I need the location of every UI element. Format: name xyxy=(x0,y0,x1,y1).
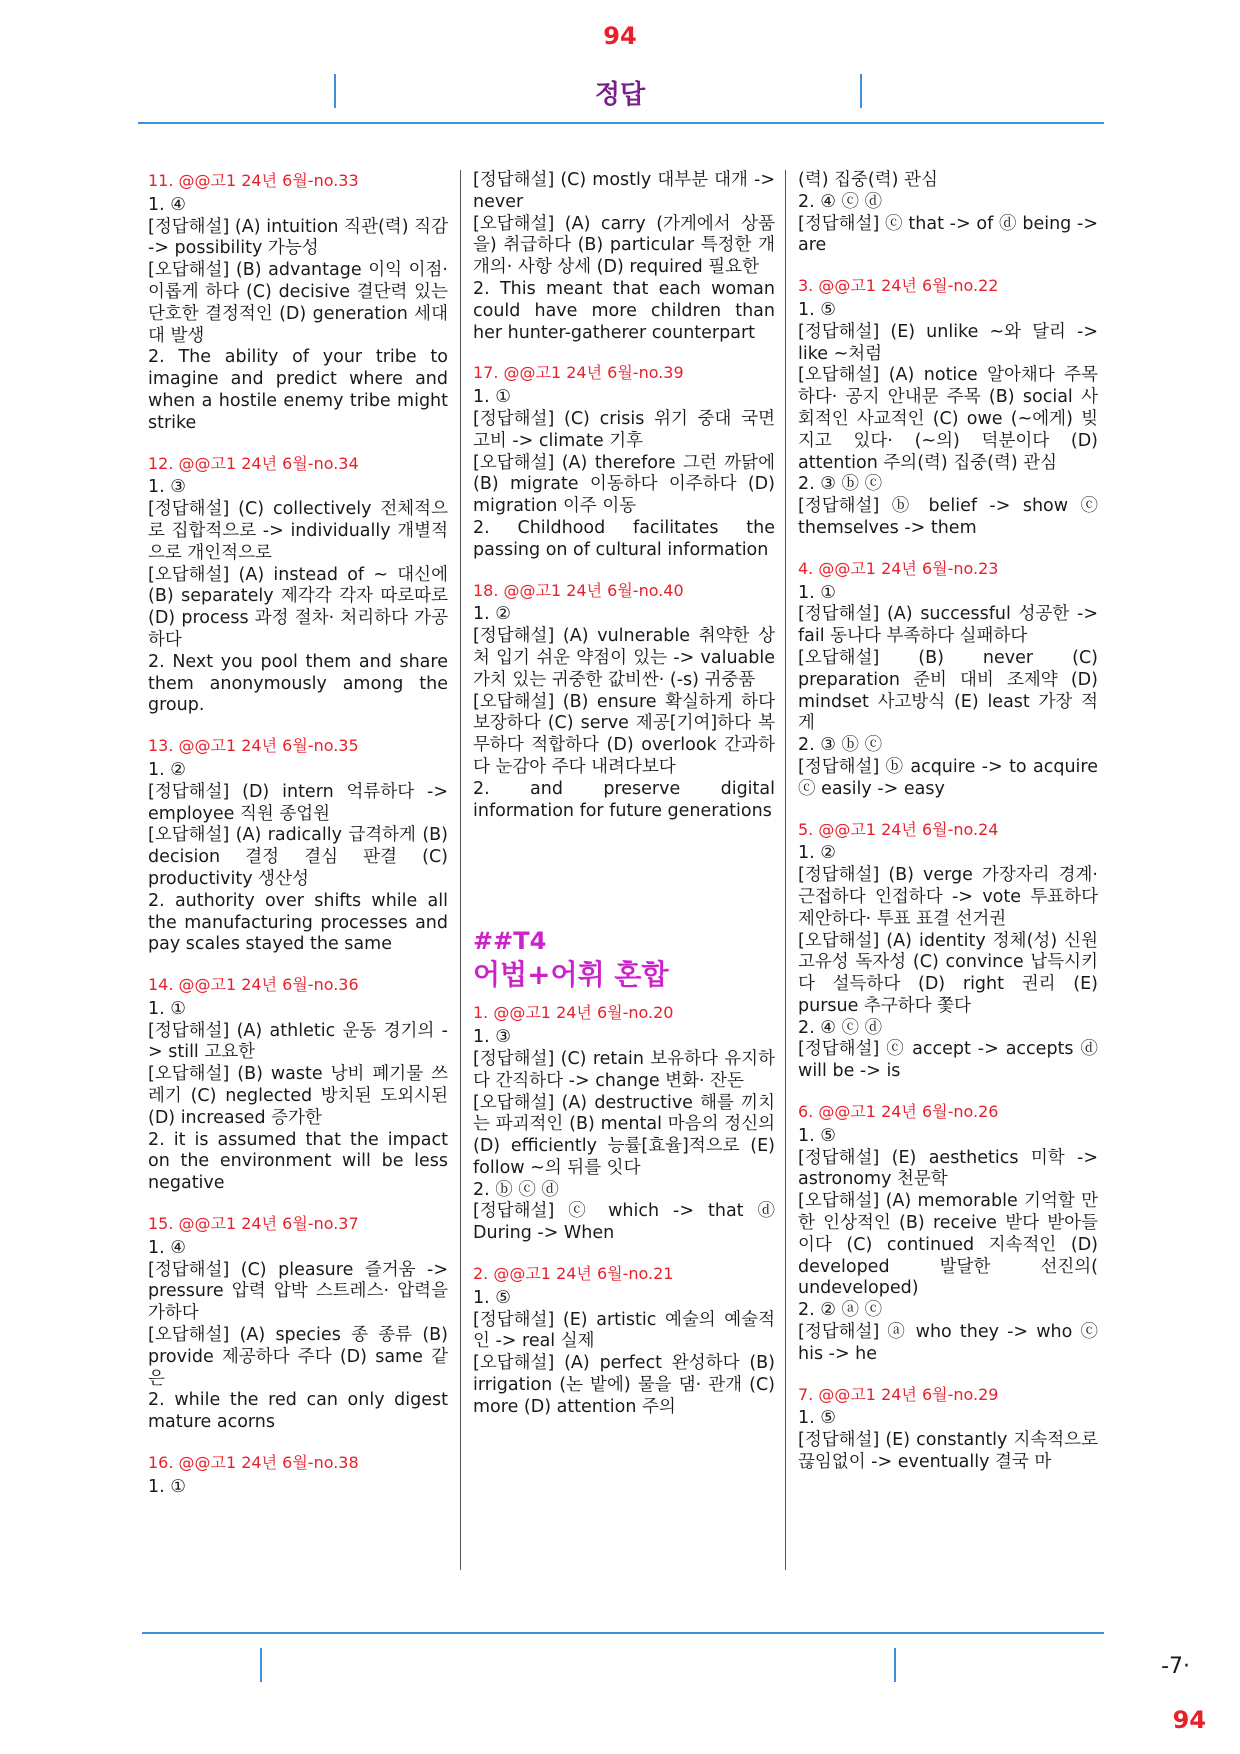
answer-line: [정답해설] ⓑ acquire -> to acquire ⓒ easily -> easy xyxy=(798,756,1098,799)
answer-line: [오답해설] (A) radically 급격하게 (B) decision 결정 결심 판결 (C) productivity 생산성 xyxy=(148,825,448,889)
answer-section xyxy=(798,819,1098,1084)
answer-line: 1. ① xyxy=(798,582,836,603)
answer-line: 1. ⑤ xyxy=(473,1287,511,1308)
column-divider xyxy=(460,170,461,1570)
page-number-bottom: 94 xyxy=(1172,1706,1206,1734)
question-source-heading: 3. @@고1 24년 6월-no.22 xyxy=(798,276,999,296)
answer-line: 1. ⑤ xyxy=(798,1408,836,1429)
answer-line: 1. ② xyxy=(473,604,511,625)
footer-left-bar xyxy=(260,1648,262,1682)
header-right-bar xyxy=(860,74,862,108)
answer-line: 2. ③ ⓑ ⓒ xyxy=(798,735,883,756)
answer-line: 2. ⓑ ⓒ ⓓ xyxy=(473,1179,559,1200)
answer-line: 1. ① xyxy=(148,1476,186,1497)
answer-section xyxy=(798,1101,1098,1366)
question-source-heading: 13. @@고1 24년 6월-no.35 xyxy=(148,736,359,756)
answer-section xyxy=(798,170,1098,257)
answer-line: [오답해설] (A) species 종 종류 (B) provide 제공하다 주다 (D) same 같은 xyxy=(148,1325,448,1389)
column-2-bottom xyxy=(473,1002,775,1418)
answer-line: [오답해설] (B) advantage 이익 이점· 이롭게 하다 (C) decisive 결단력 있는 단호한 결정적인 (D) generation 세대 대 발생 xyxy=(148,260,448,346)
question-source-heading: 12. @@고1 24년 6월-no.34 xyxy=(148,453,359,473)
page-number-top: 94 xyxy=(603,22,637,50)
answer-line: [정답해설] (A) athletic 운동 경기의 -> still 고요한 xyxy=(148,1020,448,1063)
question-source-heading: 16. @@고1 24년 6월-no.38 xyxy=(148,1453,359,1473)
answer-section xyxy=(148,735,448,956)
answer-line: [오답해설] (A) perfect 완성하다 (B) irrigation (논 밭에) 물을 댐· 관개 (C) more (D) attention 주의 xyxy=(473,1353,775,1417)
footer-rule xyxy=(142,1632,1104,1634)
answer-line: [오답해설] (A) therefore 그런 까닭에 (B) migrate 이동하다 이주하다 (D) migration 이주 이동 xyxy=(473,452,775,517)
answer-line: [오답해설] (A) notice 알아채다 주목하다· 공지 안내문 주목 (B) social 사회적인 사교적인 (C) owe (~에게) 빚지고 있다· (~의) 덕분이다 (D) attention 주의(력) 집중(력) 관심 xyxy=(798,365,1098,473)
answer-line: 2. ② ⓐ ⓒ xyxy=(798,1300,883,1321)
answer-line: [정답해설] (E) artistic 예술의 예술적인 -> real 실제 xyxy=(473,1309,775,1352)
answer-line: 2. ④ ⓒ ⓓ xyxy=(798,191,883,212)
answer-line: [오답해설] (A) destructive 해를 끼치는 파괴적인 (B) mental 마음의 정신의 (D) efficiently 능률[효율]적으로 (E) follow ~의 뒤를 잇다 xyxy=(473,1092,775,1178)
question-source-heading: 4. @@고1 24년 6월-no.23 xyxy=(798,558,999,578)
answer-line: 2. This meant that each woman could have more children than her hunter-gatherer counterpart xyxy=(473,278,775,343)
answer-section xyxy=(148,453,448,718)
question-source-heading: 1. @@고1 24년 6월-no.20 xyxy=(473,1003,674,1023)
question-source-heading: 5. @@고1 24년 6월-no.24 xyxy=(798,819,999,839)
answer-line: [정답해설] (C) mostly 대부분 대개 -> never xyxy=(473,170,775,212)
column-2 xyxy=(473,170,775,1437)
answer-line: [오답해설] (B) waste 낭비 폐기물 쓰레기 (C) neglected 방치된 도외시된 (D) increased 증가한 xyxy=(148,1064,448,1128)
answer-line: [오답해설] (B) never (C) preparation 준비 대비 조제약 (D) mindset 사고방식 (E) least 가장 적게 xyxy=(798,647,1098,734)
answer-line: [정답해설] (E) constantly 지속적으로 끊임없이 -> eventually 결국 마 xyxy=(798,1430,1098,1473)
question-source-heading: 11. @@고1 24년 6월-no.33 xyxy=(148,171,359,190)
answer-section xyxy=(148,1213,448,1434)
answer-line: [정답해설] ⓒ accept -> accepts ⓓ will be -> is xyxy=(798,1039,1098,1082)
column-1 xyxy=(148,170,448,1517)
answer-section xyxy=(798,1384,1098,1474)
header-rule xyxy=(138,122,1104,124)
answer-line: [정답해설] (C) crisis 위기 중대 국면 고비 -> climate 기후 xyxy=(473,408,775,451)
answer-line: 1. ① xyxy=(148,998,186,1019)
answer-line: 1. ④ xyxy=(148,1237,186,1258)
answer-line: 1. ③ xyxy=(473,1027,511,1048)
question-source-heading: 6. @@고1 24년 6월-no.26 xyxy=(798,1102,999,1122)
answer-line: 2. while the red can only digest mature acorns xyxy=(148,1390,448,1433)
answer-line: [정답해설] ⓑ belief -> show ⓒ themselves -> them xyxy=(798,496,1098,538)
column-divider xyxy=(785,170,786,1570)
answer-line: [정답해설] (A) intuition 직관(력) 직감 -> possibility 가능성 xyxy=(148,216,448,259)
answer-line: 2. authority over shifts while all the manufacturing processes and pay scales stayed the same xyxy=(148,890,448,955)
answer-line: [오답해설] (B) ensure 확실하게 하다 보장하다 (C) serve 제공[기여]하다 복무하다 적합하다 (D) overlook 간과하다 눈감아 주다 내려다보다 xyxy=(473,691,775,777)
footer-right-bar xyxy=(894,1648,896,1682)
section-heading-grammar-vocab: 어법+어휘 혼합 xyxy=(473,958,669,992)
page-title: 정답 xyxy=(594,80,646,110)
answer-line: [정답해설] (C) retain 보유하다 유지하다 간직하다 -> change 변화· 잔돈 xyxy=(473,1048,775,1091)
answer-line: [정답해설] (E) unlike ~와 달리 -> like ~처럼 xyxy=(798,321,1098,364)
answer-line: 1. ④ xyxy=(148,194,186,215)
answer-line: 1. ① xyxy=(473,387,511,408)
answer-line: 2. Next you pool them and share them anonymously among the group. xyxy=(148,651,448,716)
answer-line: [정답해설] (D) intern 억류하다 -> employee 직원 종업원 xyxy=(148,781,448,824)
answer-line: [오답해설] (A) carry (가게에서 상품을) 취급하다 (B) particular 특정한 개개의· 사항 상세 (D) required 필요한 xyxy=(473,213,775,278)
question-source-heading: 14. @@고1 24년 6월-no.36 xyxy=(148,975,359,995)
answer-line: 2. Childhood facilitates the passing on of cultural information xyxy=(473,517,775,560)
answer-section xyxy=(473,1002,775,1245)
answer-section xyxy=(473,362,775,561)
question-source-heading: 15. @@고1 24년 6월-no.37 xyxy=(148,1214,359,1234)
answer-line: 2. it is assumed that the impact on the environment will be less negative xyxy=(148,1129,448,1194)
answer-line: 1. ⑤ xyxy=(798,1125,836,1146)
answer-line: [정답해설] (A) vulnerable 취약한 상처 입기 쉬운 약점이 있는 -> valuable 가치 있는 귀중한 값비싼· (-s) 귀중품 xyxy=(473,626,775,690)
answer-line: [오답해설] (A) memorable 기억할 만한 인상적인 (B) receive 받다 받아들이다 (C) continued 지속적인 (D) developed 발달한 선진의( undeveloped) xyxy=(798,1191,1098,1299)
answer-line: [정답해설] (A) successful 성공한 -> fail 동나다 부족하다 실패하다 xyxy=(798,604,1098,647)
answer-section xyxy=(148,1452,448,1499)
section-tag-t4: ##T4 xyxy=(473,927,547,956)
answer-line: [정답해설] ⓒ that -> of ⓓ being -> are xyxy=(798,213,1098,256)
answer-line: [오답해설] (A) instead of ~ 대신에 (B) separately 제각각 각자 따로따로 (D) process 과정 절차· 처리하다 가공하다 xyxy=(148,564,448,650)
answer-section xyxy=(473,170,775,344)
answer-line: 1. ③ xyxy=(148,477,186,498)
question-source-heading: 17. @@고1 24년 6월-no.39 xyxy=(473,363,684,383)
answer-section xyxy=(798,558,1098,801)
answer-line: 2. and preserve digital information for future generations xyxy=(473,778,775,821)
column-2-top xyxy=(473,170,775,822)
answer-line: 2. The ability of your tribe to imagine and predict where and when a hostile enemy tribe might strike xyxy=(148,347,448,433)
answer-line: 1. ② xyxy=(798,843,836,864)
answer-line: [정답해설] (C) collectively 전체적으로 집합적으로 -> individually 개별적으로 개인적으로 xyxy=(148,499,448,563)
question-source-heading: 7. @@고1 24년 6월-no.29 xyxy=(798,1384,999,1404)
answer-line: [오답해설] (A) identity 정체(성) 신원 고유성 독자성 (C) convince 납득시키다 설득하다 (D) right 권리 (E) pursue 추구하다 쫓다 xyxy=(798,930,1098,1016)
answer-section xyxy=(473,1263,775,1419)
answer-line: 2. ③ ⓑ ⓒ xyxy=(798,474,883,495)
answer-line: (력) 집중(력) 관심 xyxy=(798,170,938,190)
answer-line: 2. ④ ⓒ ⓓ xyxy=(798,1017,883,1038)
question-source-heading: 18. @@고1 24년 6월-no.40 xyxy=(473,580,684,600)
column-3 xyxy=(798,170,1098,1492)
answer-section xyxy=(148,974,448,1195)
answer-line: [정답해설] ⓒ which -> that ⓓ During -> When xyxy=(473,1201,775,1244)
answer-section xyxy=(798,275,1098,540)
footer-page-label: -7· xyxy=(1161,1654,1190,1679)
answer-line: [정답해설] (B) verge 가장자리 경계· 근접하다 인접하다 -> vote 투표하다 제안하다· 투표 표결 선거권 xyxy=(798,865,1098,929)
answer-line: 1. ⑤ xyxy=(798,299,836,320)
answer-section xyxy=(148,170,448,435)
answer-line: [정답해설] (C) pleasure 즐거움 -> pressure 압력 압박 스트레스· 압력을 가하다 xyxy=(148,1259,448,1324)
answer-line: 1. ② xyxy=(148,759,186,780)
question-source-heading: 2. @@고1 24년 6월-no.21 xyxy=(473,1264,674,1284)
answer-section xyxy=(473,580,775,823)
answer-line: [정답해설] ⓐ who they -> who ⓒ his -> he xyxy=(798,1322,1098,1364)
answer-line: [정답해설] (E) aesthetics 미학 -> astronomy 천문학 xyxy=(798,1147,1098,1190)
